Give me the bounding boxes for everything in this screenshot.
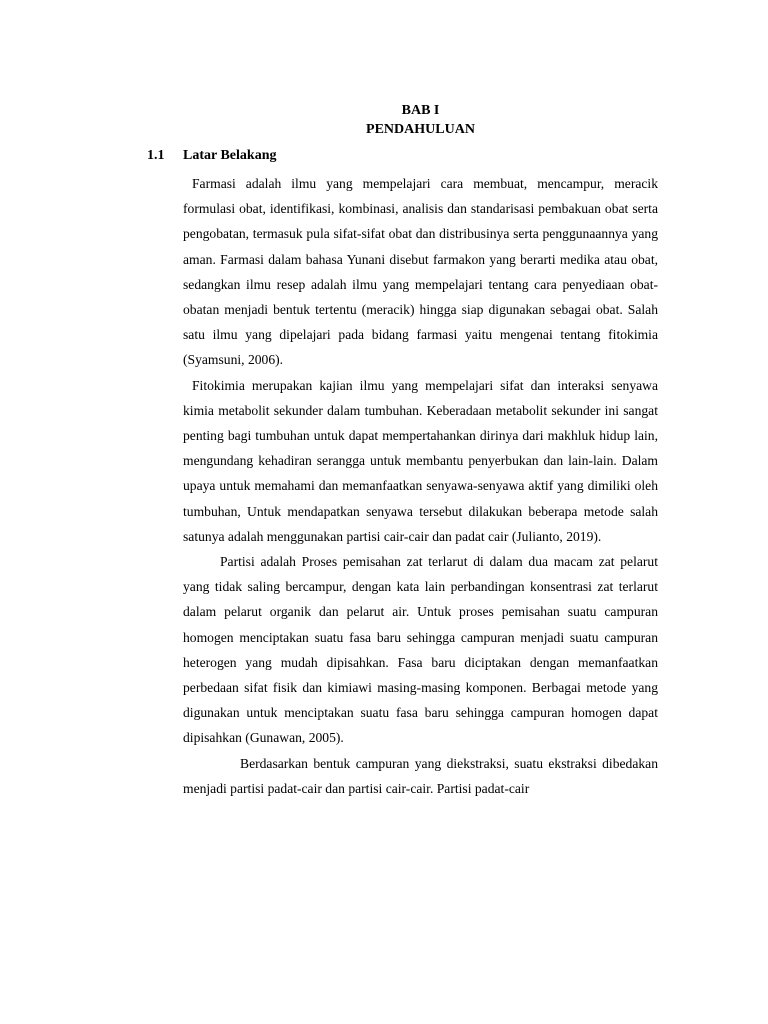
chapter-number: BAB I [401, 103, 440, 118]
section-heading [147, 148, 276, 164]
paragraph-partisi: Partisi adalah Proses pemisahan zat terlarut di dalam dua macam zat pelarut yang tidak saling bercampur, dengan kata lain perbandingan konsentrasi zat terlarut dalam pelarut organik dan pelarut air. Untuk proses pemisahan suatu campuran homogen menciptakan suatu fasa baru sehingga campuran menjadi suatu campuran heterogen yang mudah dipisahkan. Fasa baru diciptakan dengan memanfaatkan perbedaan sifat fisik dan kimiawi masing-masing komponen. Berbagai metode yang digunakan untuk menciptakan suatu fasa baru sehingga campuran homogen dapat dipisahkan (Gunawan, 2005). [183, 554, 658, 746]
paragraph-fitokimia: Fitokimia merupakan kajian ilmu yang mempelajari sifat dan interaksi senyawa kimia metabolit sekunder dalam tumbuhan. Keberadaan metabolit sekunder ini sangat penting bagi tumbuhan untuk dapat mempertahankan dirinya dari makhluk hidup lain, mengundang kehadiran serangga untuk membantu penyerbukan dan lain-lain. Dalam upaya untuk memahami dan memanfaatkan senyawa-senyawa aktif yang dimiliki oleh tumbuhan, Untuk mendapatkan senyawa tersebut dilakukan beberapa metode salah satunya adalah menggunakan partisi cair-cair dan padat cair (Julianto, 2019). [183, 377, 658, 544]
section-number: 1.1 [147, 148, 165, 163]
section-title: Latar Belakang [183, 148, 277, 163]
paragraph-farmasi: Farmasi adalah ilmu yang mempelajari cara membuat, mencampur, meracik formulasi obat, identifikasi, kombinasi, analisis dan standarisasi pembakuan obat serta pengobatan, termasuk pula sifat-sifat obat dan distribusinya serta penggunaannya yang aman. Farmasi dalam bahasa Yunani disebut farmakon yang berarti medika atau obat, sedangkan ilmu resep adalah ilmu yang mempelajari tentang cara penyediaan obat-obatan menjadi bentuk tertentu (meracik) hingga siap digunakan sebagai obat. Salah satu ilmu yang dipelajari pada bidang farmasi yaitu mengenai tentang fitokimia (Syamsuni, 2006). [183, 176, 658, 368]
paragraph-ekstraksi: Berdasarkan bentuk campuran yang diekstraksi, suatu ekstraksi dibedakan menjadi partisi padat-cair dan partisi cair-cair. Partisi padat-cair [183, 755, 658, 796]
body-text [183, 171, 658, 801]
chapter-title: PENDAHULUAN [366, 122, 475, 137]
